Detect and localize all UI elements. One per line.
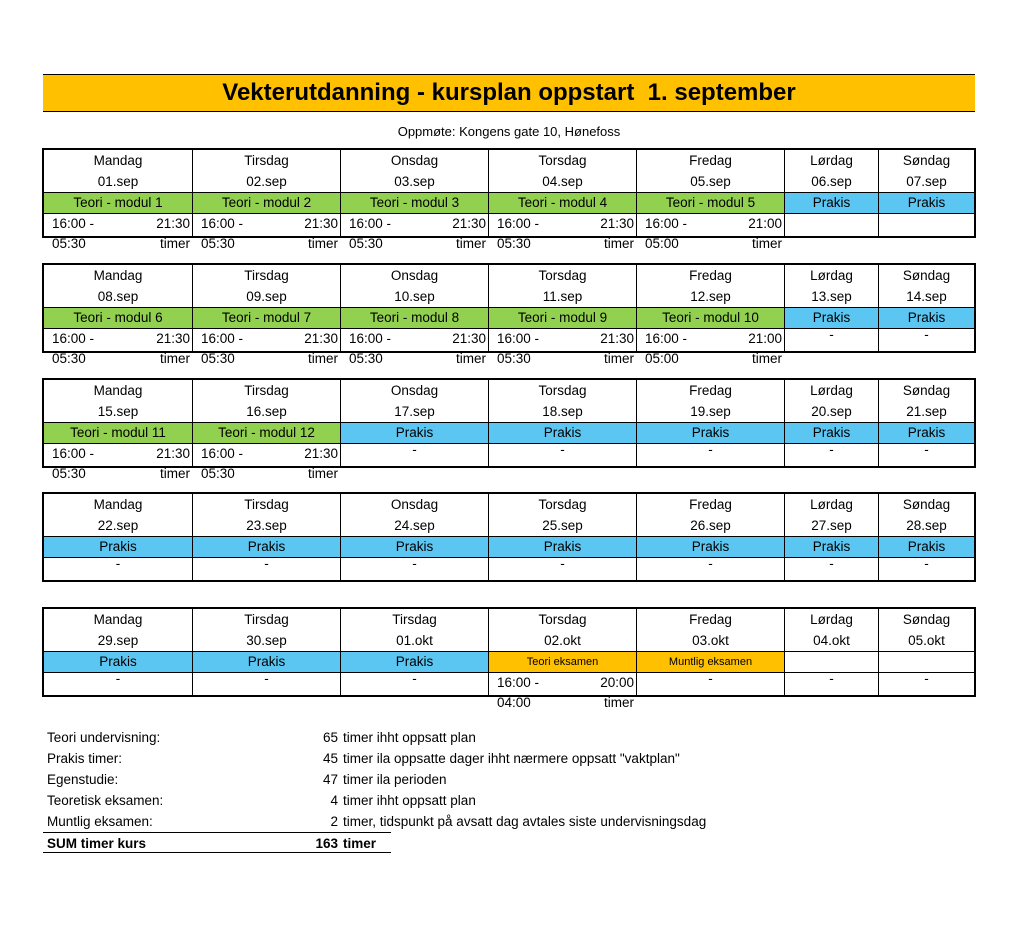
day-name: Onsdag xyxy=(390,153,439,168)
start-time: 16:00 - xyxy=(349,216,392,231)
day-date: 02.sep xyxy=(246,174,287,189)
day-cell xyxy=(44,265,193,366)
summary-desc: timer ihht oppsatt plan xyxy=(343,730,476,745)
day-date: 09.sep xyxy=(246,289,287,304)
day-cell xyxy=(193,265,341,366)
duration xyxy=(193,349,340,369)
day-cell xyxy=(879,609,974,695)
day-name: Lørdag xyxy=(810,268,853,283)
start-time: 16:00 - xyxy=(497,331,540,346)
time-range xyxy=(44,444,192,466)
duration-value: 05:00 xyxy=(645,351,679,366)
day-date: 05.sep xyxy=(690,174,731,189)
duration-value: 05:30 xyxy=(52,466,86,481)
day-name: Søndag xyxy=(902,383,951,398)
day-date: 14.sep xyxy=(906,289,947,304)
duration-value: 05:00 xyxy=(645,236,679,251)
summary-value: 4 xyxy=(330,793,338,808)
activity-label: Prakis xyxy=(44,536,192,558)
summary-label: Teoretisk eksamen: xyxy=(47,793,164,808)
activity-label: Prakis xyxy=(785,536,878,558)
day-cell xyxy=(341,265,489,366)
day-name: Onsdag xyxy=(390,497,439,512)
summary-total-row xyxy=(43,832,391,853)
empty-slot xyxy=(879,558,974,580)
activity-label: Prakis xyxy=(341,651,488,673)
dash-mark: - xyxy=(924,671,929,686)
week-row xyxy=(42,492,976,582)
day-date: 23.sep xyxy=(246,518,287,533)
day-name: Torsdag xyxy=(538,612,587,627)
start-time: 16:00 - xyxy=(645,331,688,346)
day-name: Tirsdag xyxy=(244,268,289,283)
day-name: Onsdag xyxy=(390,268,439,283)
day-cell xyxy=(489,609,637,710)
end-time: 21:30 xyxy=(600,331,634,346)
day-cell xyxy=(341,150,489,251)
time-range xyxy=(193,444,340,466)
day-name: Torsdag xyxy=(538,497,587,512)
activity-label: Teori - modul 12 xyxy=(193,422,340,444)
end-time: 21:00 xyxy=(748,331,782,346)
duration xyxy=(489,349,636,369)
day-cell xyxy=(193,609,341,695)
activity-label: Prakis xyxy=(879,192,974,214)
day-name: Torsdag xyxy=(538,383,587,398)
day-cell xyxy=(489,380,637,466)
activity-label: Prakis xyxy=(879,422,974,444)
summary-desc: timer, tidspunkt på avsatt dag avtales siste undervisningsdag xyxy=(343,814,707,829)
day-date: 18.sep xyxy=(542,404,583,419)
start-time: 16:00 - xyxy=(349,331,392,346)
day-name: Fredag xyxy=(689,383,732,398)
dash-mark: - xyxy=(560,442,565,457)
duration-value: 05:30 xyxy=(497,351,531,366)
duration-unit: timer xyxy=(308,236,338,251)
day-cell xyxy=(489,150,637,251)
page-title: Vekterutdanning - kursplan oppstart 1. september xyxy=(43,74,975,112)
empty-slot xyxy=(879,673,974,695)
day-name: Mandag xyxy=(93,497,143,512)
start-time: 16:00 - xyxy=(201,331,244,346)
day-name: Tirsdag xyxy=(244,383,289,398)
dash-mark: - xyxy=(708,671,713,686)
total-value: 163 xyxy=(315,836,338,851)
day-name: Tirsdag xyxy=(244,612,289,627)
day-cell xyxy=(637,150,785,251)
day-date: 28.sep xyxy=(906,518,947,533)
day-name: Fredag xyxy=(689,153,732,168)
day-cell xyxy=(785,380,879,466)
duration xyxy=(341,234,488,254)
start-time: 16:00 - xyxy=(497,216,540,231)
activity-label: Prakis xyxy=(193,651,340,673)
day-date: 06.sep xyxy=(811,174,852,189)
end-time: 21:30 xyxy=(452,331,486,346)
activity-label: Teori - modul 7 xyxy=(193,307,340,329)
empty-slot xyxy=(489,558,636,580)
day-date: 16.sep xyxy=(246,404,287,419)
end-time: 21:30 xyxy=(156,216,190,231)
day-cell xyxy=(785,265,879,351)
empty-slot xyxy=(489,444,636,466)
summary-value: 65 xyxy=(322,730,338,745)
day-name: Lørdag xyxy=(810,153,853,168)
empty-slot xyxy=(637,558,784,580)
activity-label: Prakis xyxy=(341,536,488,558)
empty-slot xyxy=(785,329,878,351)
day-date: 04.sep xyxy=(542,174,583,189)
day-name: Søndag xyxy=(902,497,951,512)
day-name: Søndag xyxy=(902,153,951,168)
activity-label: Teori - modul 4 xyxy=(489,192,636,214)
duration xyxy=(341,349,488,369)
day-date: 05.okt xyxy=(908,633,945,648)
dash-mark: - xyxy=(115,556,121,571)
week-row xyxy=(42,148,976,251)
total-unit: timer xyxy=(343,836,377,851)
day-cell xyxy=(785,494,879,580)
day-date: 27.sep xyxy=(811,518,852,533)
day-date: 04.okt xyxy=(813,633,850,648)
day-date: 17.sep xyxy=(394,404,435,419)
day-name: Mandag xyxy=(93,153,143,168)
empty-slot xyxy=(44,558,192,580)
day-cell xyxy=(637,494,785,580)
duration-value: 04:00 xyxy=(497,695,531,710)
activity-label: Prakis xyxy=(637,422,784,444)
duration-value: 05:30 xyxy=(52,351,86,366)
empty-slot xyxy=(879,214,974,236)
day-date: 13.sep xyxy=(811,289,852,304)
time-range xyxy=(341,329,488,351)
activity-label: Prakis xyxy=(785,192,878,214)
summary-row xyxy=(43,748,783,769)
day-cell xyxy=(44,494,193,580)
summary-label: Prakis timer: xyxy=(47,751,123,766)
dash-mark: - xyxy=(708,442,713,457)
day-cell xyxy=(44,150,193,251)
start-time: 16:00 - xyxy=(52,216,95,231)
empty-slot xyxy=(785,444,878,466)
activity-label: Teori - modul 10 xyxy=(637,307,784,329)
week-row xyxy=(42,378,976,481)
activity-label: Prakis xyxy=(637,536,784,558)
activity-label: Muntlig eksamen xyxy=(637,651,784,673)
summary-row xyxy=(43,769,783,790)
summary-value: 45 xyxy=(322,751,338,766)
activity-label: Teori - modul 2 xyxy=(193,192,340,214)
duration-unit: timer xyxy=(752,351,782,366)
duration-value: 05:30 xyxy=(349,351,383,366)
day-name: Torsdag xyxy=(538,153,587,168)
time-range xyxy=(489,329,636,351)
day-cell xyxy=(879,150,974,236)
time-range xyxy=(193,214,340,236)
day-date: 30.sep xyxy=(246,633,287,648)
activity-label: Teori - modul 1 xyxy=(44,192,192,214)
empty-slot xyxy=(193,673,340,695)
day-cell xyxy=(341,494,489,580)
day-cell xyxy=(785,609,879,695)
day-cell xyxy=(489,494,637,580)
activity-label: Prakis xyxy=(193,536,340,558)
day-date: 10.sep xyxy=(394,289,435,304)
day-name: Onsdag xyxy=(390,383,439,398)
dash-mark: - xyxy=(924,327,929,342)
empty-slot xyxy=(637,673,784,695)
time-range xyxy=(637,214,784,236)
day-name: Lørdag xyxy=(810,383,853,398)
day-date: 07.sep xyxy=(906,174,947,189)
end-time: 21:30 xyxy=(304,446,338,461)
start-time: 16:00 - xyxy=(645,216,688,231)
day-name: Søndag xyxy=(902,268,951,283)
summary-label: Egenstudie: xyxy=(47,772,119,787)
duration xyxy=(489,234,636,254)
day-name: Mandag xyxy=(93,383,143,398)
day-name: Lørdag xyxy=(810,497,853,512)
day-date: 25.sep xyxy=(542,518,583,533)
end-time: 21:30 xyxy=(156,446,190,461)
summary-desc: timer ila oppsatte dager ihht nærmere oppsatt "vaktplan" xyxy=(343,751,680,766)
activity-label: Prakis xyxy=(879,536,974,558)
duration-value: 05:30 xyxy=(497,236,531,251)
activity-label: Prakis xyxy=(489,536,636,558)
empty-slot xyxy=(785,558,878,580)
duration xyxy=(489,693,636,713)
activity-label: Prakis xyxy=(341,422,488,444)
duration-value: 05:30 xyxy=(201,351,235,366)
day-cell xyxy=(637,265,785,366)
day-cell xyxy=(44,380,193,481)
duration-unit: timer xyxy=(752,236,782,251)
day-date: 26.sep xyxy=(690,518,731,533)
duration-unit: timer xyxy=(456,351,486,366)
end-time: 20:00 xyxy=(600,675,634,690)
day-cell xyxy=(879,265,974,351)
day-name: Torsdag xyxy=(538,268,587,283)
day-cell xyxy=(341,609,489,695)
day-date: 12.sep xyxy=(690,289,731,304)
dash-mark: - xyxy=(264,671,269,686)
duration-unit: timer xyxy=(308,351,338,366)
dash-mark: - xyxy=(412,671,417,686)
start-time: 16:00 - xyxy=(497,675,540,690)
total-label: SUM timer kurs xyxy=(47,836,147,851)
summary-row xyxy=(43,790,783,811)
day-cell xyxy=(785,150,879,236)
activity-label: Prakis xyxy=(879,307,974,329)
empty-slot xyxy=(637,444,784,466)
day-date: 22.sep xyxy=(97,518,139,533)
activity-label: Prakis xyxy=(785,422,878,444)
summary-label: Muntlig eksamen: xyxy=(47,814,153,829)
day-date: 01.okt xyxy=(396,633,433,648)
empty-slot xyxy=(879,329,974,351)
empty-slot xyxy=(785,214,878,236)
time-range xyxy=(193,329,340,351)
dash-mark: - xyxy=(115,671,121,686)
duration-value: 05:30 xyxy=(52,236,86,251)
duration xyxy=(193,234,340,254)
summary-desc: timer ihht oppsatt plan xyxy=(343,793,476,808)
activity-label: Teori eksamen xyxy=(489,651,636,673)
activity-label: Teori - modul 9 xyxy=(489,307,636,329)
time-range xyxy=(489,214,636,236)
duration-unit: timer xyxy=(604,695,634,710)
day-name: Tirsdag xyxy=(244,497,289,512)
dash-mark: - xyxy=(829,671,834,686)
duration xyxy=(44,234,192,254)
day-date: 03.sep xyxy=(394,174,435,189)
summary-desc: timer ila perioden xyxy=(343,772,447,787)
summary-row xyxy=(43,811,783,832)
dash-mark: - xyxy=(829,442,834,457)
day-cell xyxy=(193,380,341,481)
day-cell xyxy=(341,380,489,466)
duration-value: 05:30 xyxy=(349,236,383,251)
dash-mark: - xyxy=(264,556,269,571)
duration-unit: timer xyxy=(160,236,190,251)
dash-mark: - xyxy=(924,442,929,457)
dash-mark: - xyxy=(560,556,565,571)
day-cell xyxy=(193,494,341,580)
day-cell xyxy=(44,609,193,695)
duration-unit: timer xyxy=(160,466,190,481)
week-row xyxy=(42,263,976,366)
duration xyxy=(44,464,192,484)
duration xyxy=(44,349,192,369)
day-date: 20.sep xyxy=(811,404,852,419)
duration-unit: timer xyxy=(604,351,634,366)
summary-row xyxy=(43,727,783,748)
activity-label: Prakis xyxy=(44,651,192,673)
activity-label: Teori - modul 6 xyxy=(44,307,192,329)
end-time: 21:30 xyxy=(304,331,338,346)
activity-label: Teori - modul 8 xyxy=(341,307,488,329)
end-time: 21:30 xyxy=(304,216,338,231)
empty-slot xyxy=(341,673,488,695)
end-time: 21:30 xyxy=(452,216,486,231)
activity-label: Prakis xyxy=(489,422,636,444)
activity-label: Teori - modul 11 xyxy=(44,422,192,444)
day-name: Søndag xyxy=(902,612,951,627)
duration xyxy=(637,234,784,254)
summary-value: 47 xyxy=(322,772,338,787)
hours-summary xyxy=(43,727,783,853)
day-date: 01.sep xyxy=(97,174,139,189)
day-name: Tirsdag xyxy=(392,612,437,627)
activity-label: Teori - modul 3 xyxy=(341,192,488,214)
day-name: Mandag xyxy=(93,612,143,627)
empty-slot xyxy=(341,558,488,580)
dash-mark: - xyxy=(924,556,929,571)
dash-mark: - xyxy=(412,442,417,457)
day-date: 21.sep xyxy=(906,404,947,419)
duration-unit: timer xyxy=(308,466,338,481)
time-range xyxy=(341,214,488,236)
end-time: 21:30 xyxy=(156,331,190,346)
dash-mark: - xyxy=(829,556,834,571)
day-cell xyxy=(637,609,785,695)
day-name: Fredag xyxy=(689,268,732,283)
day-name: Mandag xyxy=(93,268,143,283)
end-time: 21:00 xyxy=(748,216,782,231)
dash-mark: - xyxy=(829,327,834,342)
duration-value: 05:30 xyxy=(201,236,235,251)
day-date: 29.sep xyxy=(97,633,139,648)
start-time: 16:00 - xyxy=(52,331,95,346)
dash-mark: - xyxy=(708,556,713,571)
start-time: 16:00 - xyxy=(52,446,95,461)
day-cell xyxy=(637,380,785,466)
duration-unit: timer xyxy=(456,236,486,251)
day-date: 15.sep xyxy=(97,404,139,419)
summary-value: 2 xyxy=(330,814,338,829)
day-cell xyxy=(879,494,974,580)
time-range xyxy=(44,329,192,351)
day-name: Fredag xyxy=(689,612,732,627)
time-range xyxy=(44,214,192,236)
activity-label: Prakis xyxy=(785,307,878,329)
day-name: Tirsdag xyxy=(244,153,289,168)
start-time: 16:00 - xyxy=(201,216,244,231)
location-subtitle: Oppmøte: Kongens gate 10, Hønefoss xyxy=(397,124,621,139)
day-date: 24.sep xyxy=(394,518,435,533)
duration-value: 05:30 xyxy=(201,466,235,481)
day-cell xyxy=(489,265,637,366)
empty-slot xyxy=(193,558,340,580)
day-date: 11.sep xyxy=(542,289,583,304)
summary-label: Teori undervisning: xyxy=(47,730,161,745)
empty-slot xyxy=(785,673,878,695)
empty-slot xyxy=(879,444,974,466)
empty-slot xyxy=(44,673,192,695)
time-range xyxy=(637,329,784,351)
day-cell xyxy=(193,150,341,251)
start-time: 16:00 - xyxy=(201,446,244,461)
day-name: Lørdag xyxy=(810,612,853,627)
duration xyxy=(637,349,784,369)
duration-unit: timer xyxy=(160,351,190,366)
day-cell xyxy=(879,380,974,466)
dash-mark: - xyxy=(412,556,417,571)
day-date: 03.okt xyxy=(692,633,729,648)
day-date: 08.sep xyxy=(97,289,139,304)
day-date: 02.okt xyxy=(544,633,581,648)
end-time: 21:30 xyxy=(600,216,634,231)
duration-unit: timer xyxy=(604,236,634,251)
activity-label: Teori - modul 5 xyxy=(637,192,784,214)
duration xyxy=(193,464,340,484)
day-name: Fredag xyxy=(689,497,732,512)
empty-slot xyxy=(341,444,488,466)
time-range xyxy=(489,673,636,695)
day-date: 19.sep xyxy=(690,404,731,419)
week-row xyxy=(42,607,976,710)
